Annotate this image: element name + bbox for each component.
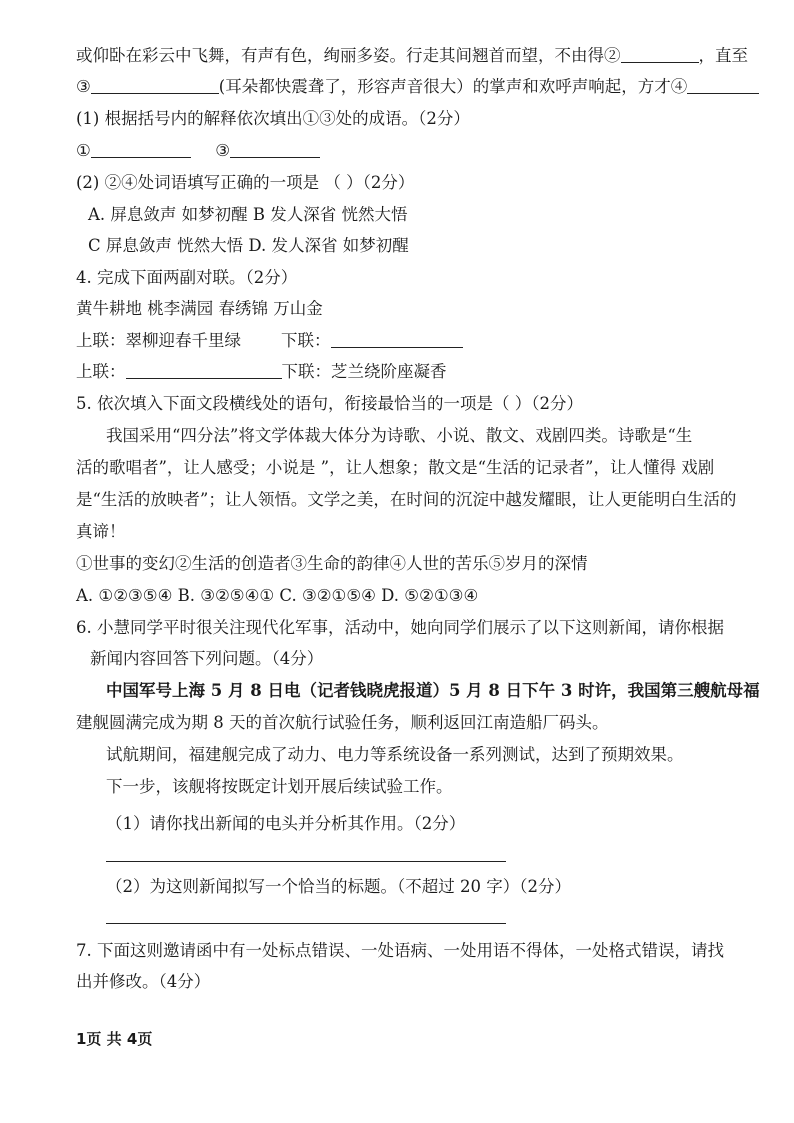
blank-3[interactable] [91,77,219,94]
q4-upper-2-blank[interactable] [126,362,282,379]
q3-option-ab: A. 屏息敛声 如梦初醒 B 发人深省 恍然大悟 [88,205,408,224]
q3-text-line-1b: ，直至 [698,46,748,65]
q7-prompt-1: 7. 下面这则邀请函中有一处标点错误、一处语病、一处用语不得体，一处格式错误，请找 [76,941,724,960]
q4-upper-1: 上联：翠柳迎春千里绿 [76,331,241,350]
q5-items: ①世事的变幻②生活的创造者③生命的韵律④人世的苦乐⑤岁月的深情 [76,554,588,573]
q6-answer-line-2[interactable] [106,923,506,924]
q5-para-3: 是“生活的放映者”；让人领悟。文学之美，在时间的沉淀中越发耀眼，让人更能明白生活的 [76,490,737,509]
q5-options: A. ①②③⑤④ B. ③②⑤④① C. ③②①⑤④ D. ⑤②①③④ [76,586,479,605]
q6-news-1: 中国军号上海 5 月 8 日电（记者钱晓虎报道）5 月 8 日下午 3 时许，我国第三艘航母福 [106,681,760,700]
q4-couplet-2 [76,361,447,383]
q3-text-line-2 [76,76,759,98]
q6-news-2: 建舰圆满完成为期 8 天的首次航行试验任务，顺利返回江南造船厂码头。 [76,713,609,732]
q4-upper-2-label: 上联： [76,362,126,381]
q5-para-2: 活的歌唱者”，让人感受；小说是 ”，让人想象；散文是“生活的记录者”，让人懂得 戏剧 [76,458,715,477]
q3-text-line-1 [76,45,748,67]
q4-lower-1-blank[interactable] [331,331,463,348]
q4-lower-2: 下联：芝兰绕阶座凝香 [281,362,447,381]
answer-label-3: ③ [215,141,231,160]
q4-word-bank: 黄牛耕地 桃李满园 春绣锦 万山金 [76,299,323,318]
q3-sub1: (1) 根据括号内的解释依次填出①③处的成语。（2分） [76,109,470,128]
q3-text-line-1a: 或仰卧在彩云中飞舞，有声有色，绚丽多姿。行走其间翘首而望，不由得② [76,46,621,65]
q6-prompt-1: 6. 小慧同学平时很关注现代化军事，活动中，她向同学们展示了以下这则新闻，请你根据 [76,618,724,637]
q3-sub2: (2) ②④处词语填写正确的一项是 （ ）（2分） [76,173,415,192]
q6-prompt-2: 新闻内容回答下列问题。（4分） [90,649,324,668]
q6-sub-1: （1）请你找出新闻的电头并分析其作用。（2分） [106,814,466,833]
q3-sub1-answers [76,140,320,162]
q4-prompt: 4. 完成下面两副对联。（2分） [76,268,298,287]
answer-label-1: ① [76,141,91,160]
q5-prompt: 5. 依次填入下面文段横线处的语句，衔接最恰当的一项是（ ）（2分） [76,394,583,413]
q3-option-cd: C 屏息敛声 恍然大悟 D. 发人深省 如梦初醒 [88,236,409,255]
q6-sub-2: （2）为这则新闻拟写一个恰当的标题。（不超过 20 字）（2分） [106,877,571,896]
blank-4[interactable] [687,77,759,94]
q3-text-line-2a: ③ [76,77,91,96]
q5-para-1: 我国采用“四分法”将文学体裁大体分为诗歌、小说、散文、戏剧四类。诗歌是“生 [106,426,693,445]
q4-couplet-1 [76,330,463,352]
answer-blank-3[interactable] [230,141,320,158]
q3-text-line-2b: (耳朵都快震聋了，形容声音很大）的掌声和欢呼声响起，方才④ [218,77,688,96]
q6-news-3: 试航期间，福建舰完成了动力、电力等系统设备一系列测试，达到了预期效果。 [106,745,684,764]
q7-prompt-2: 出并修改。（4分） [76,972,211,991]
blank-2[interactable] [621,46,699,63]
q6-news-4: 下一步，该舰将按既定计划开展后续试验工作。 [106,777,453,796]
answer-blank-1[interactable] [91,141,191,158]
q5-para-4: 真谛！ [76,522,126,541]
page-number: 1页 共 4页 [76,1030,153,1048]
q6-answer-line-1[interactable] [106,861,506,862]
q4-lower-1-label: 下联： [281,331,331,350]
